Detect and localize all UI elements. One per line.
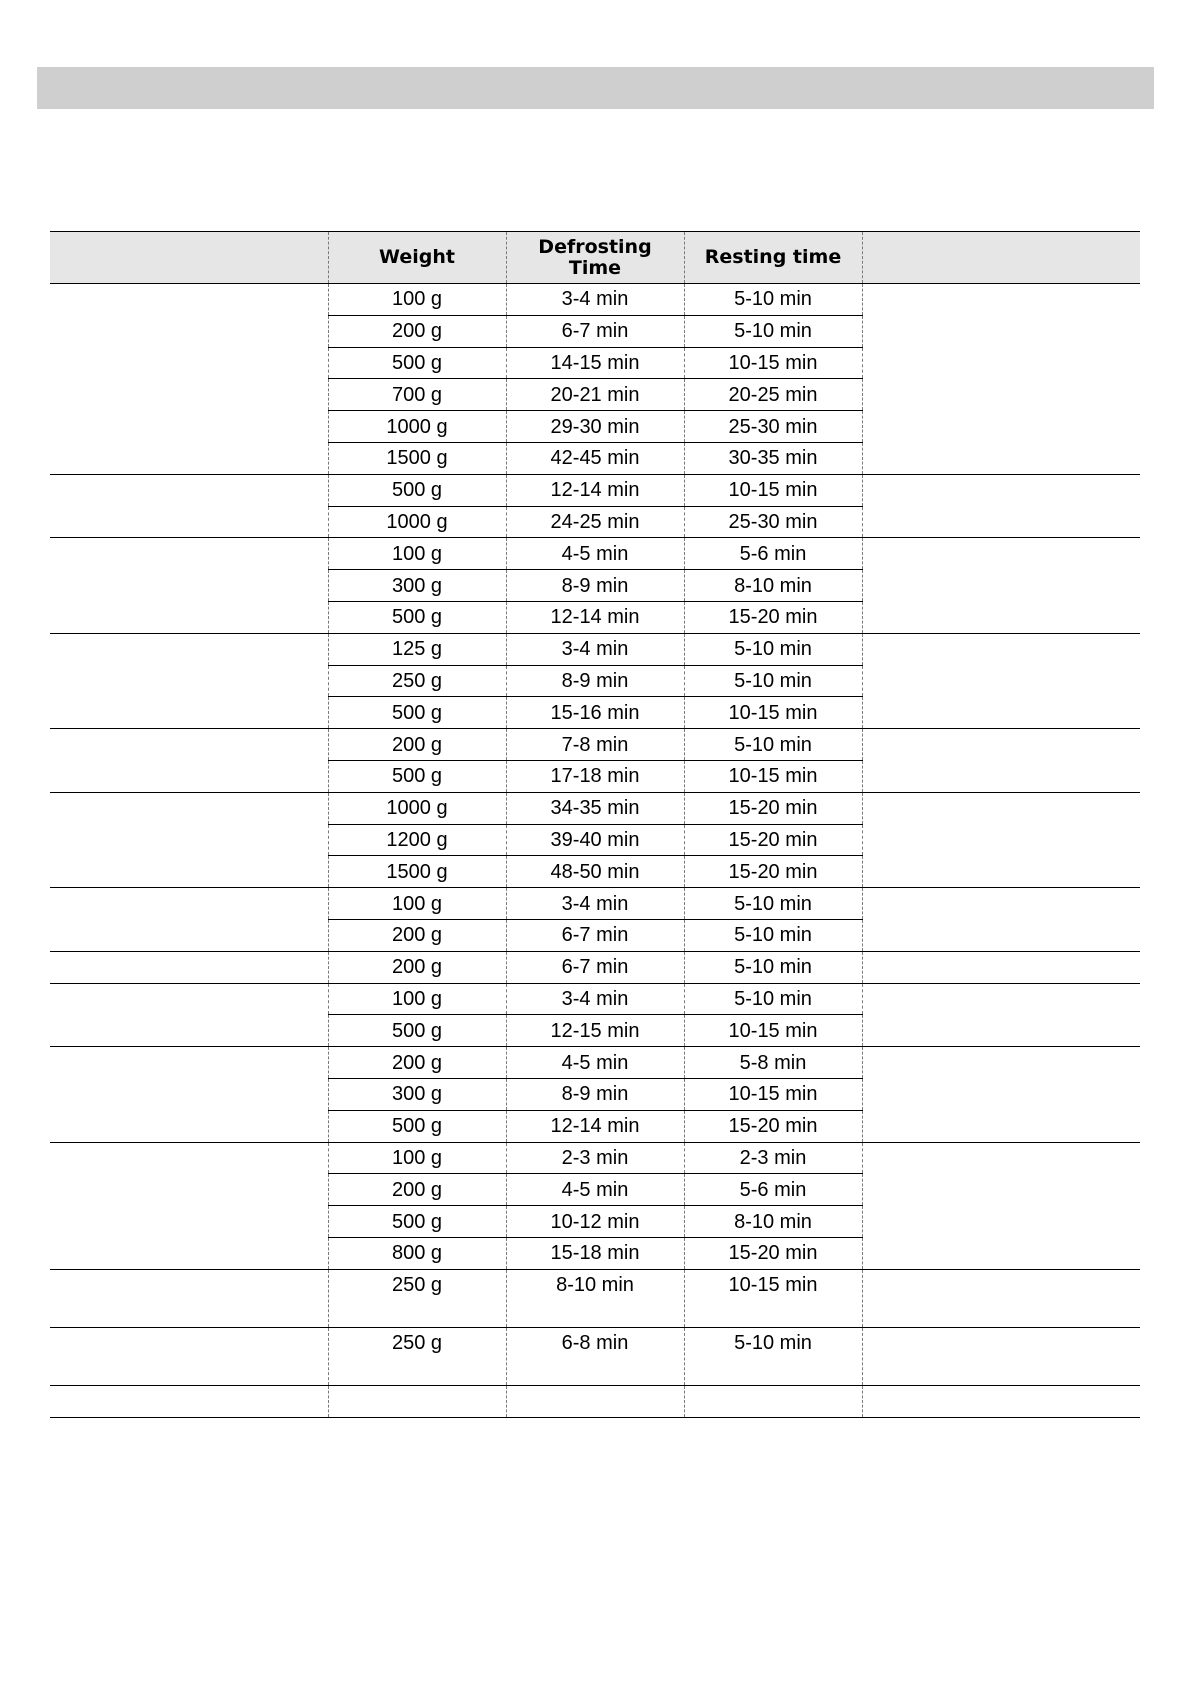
food-cell (50, 1015, 328, 1047)
resting-time-cell: 8-10 min (684, 1206, 862, 1238)
notes-cell (862, 347, 1140, 379)
defrosting-table (50, 231, 1140, 1418)
weight-cell: 200 g (328, 1047, 506, 1079)
notes-cell (862, 856, 1140, 888)
defrost-time-cell: 12-14 min (506, 601, 684, 633)
defrost-time-cell: 2-3 min (506, 1142, 684, 1174)
notes-cell (862, 633, 1140, 665)
food-cell (50, 347, 328, 379)
notes-cell (862, 1078, 1140, 1110)
defrost-time-cell: 8-9 min (506, 665, 684, 697)
food-cell (50, 1078, 328, 1110)
food-cell (50, 729, 328, 761)
table-row (50, 1174, 1140, 1206)
table-row (50, 1078, 1140, 1110)
resting-time-cell: 5-10 min (684, 729, 862, 761)
food-cell (50, 951, 328, 983)
weight-cell: 250 g (328, 665, 506, 697)
defrost-time-cell: 4-5 min (506, 1047, 684, 1079)
food-cell (50, 1047, 328, 1079)
notes-cell (862, 474, 1140, 506)
food-cell (50, 570, 328, 602)
weight-cell: 1000 g (328, 792, 506, 824)
food-cell (50, 1327, 328, 1385)
table-row (50, 315, 1140, 347)
food-cell (50, 983, 328, 1015)
weight-cell: 500 g (328, 1206, 506, 1238)
weight-cell: 200 g (328, 315, 506, 347)
food-cell (50, 1174, 328, 1206)
notes-cell (862, 1327, 1140, 1385)
resting-time-cell: 5-10 min (684, 983, 862, 1015)
food-cell (50, 792, 328, 824)
table-row (50, 951, 1140, 983)
resting-time-cell: 15-20 min (684, 824, 862, 856)
header-resting-time: Resting time (684, 232, 862, 284)
table-row (50, 506, 1140, 538)
table-row (50, 284, 1140, 316)
defrost-time-cell: 20-21 min (506, 379, 684, 411)
weight-cell: 200 g (328, 951, 506, 983)
table-row (50, 411, 1140, 443)
table-row (50, 1237, 1140, 1269)
resting-time-cell: 15-20 min (684, 856, 862, 888)
defrost-time-cell: 34-35 min (506, 792, 684, 824)
table-row (50, 1110, 1140, 1142)
weight-cell: 500 g (328, 474, 506, 506)
defrost-time-cell: 6-7 min (506, 315, 684, 347)
notes-cell (862, 411, 1140, 443)
weight-cell: 1500 g (328, 856, 506, 888)
table-header-row (50, 232, 1140, 284)
table-row (50, 1206, 1140, 1238)
weight-cell: 1500 g (328, 442, 506, 474)
weight-cell: 700 g (328, 379, 506, 411)
food-cell (50, 538, 328, 570)
notes-cell (862, 1237, 1140, 1269)
table-row (50, 665, 1140, 697)
defrost-time-cell: 14-15 min (506, 347, 684, 379)
food-cell (50, 1142, 328, 1174)
section-header-bar (37, 67, 1154, 109)
table-row (50, 538, 1140, 570)
defrost-time-cell: 42-45 min (506, 442, 684, 474)
resting-time-cell: 5-10 min (684, 633, 862, 665)
resting-time-cell: 5-10 min (684, 951, 862, 983)
notes-cell (862, 697, 1140, 729)
resting-time-cell: 5-10 min (684, 284, 862, 316)
table-row (50, 601, 1140, 633)
weight-cell (328, 1385, 506, 1417)
notes-cell (862, 1110, 1140, 1142)
weight-cell: 1200 g (328, 824, 506, 856)
weight-cell: 100 g (328, 1142, 506, 1174)
notes-cell (862, 1174, 1140, 1206)
defrost-time-cell: 3-4 min (506, 284, 684, 316)
notes-cell (862, 1015, 1140, 1047)
notes-cell (862, 824, 1140, 856)
food-cell (50, 824, 328, 856)
table-row (50, 856, 1140, 888)
defrost-time-cell: 15-16 min (506, 697, 684, 729)
weight-cell: 500 g (328, 1110, 506, 1142)
defrost-time-cell: 24-25 min (506, 506, 684, 538)
weight-cell: 100 g (328, 284, 506, 316)
weight-cell: 500 g (328, 760, 506, 792)
resting-time-cell: 30-35 min (684, 442, 862, 474)
defrost-time-cell: 6-7 min (506, 951, 684, 983)
notes-cell (862, 538, 1140, 570)
table-row (50, 697, 1140, 729)
resting-time-cell: 10-15 min (684, 1078, 862, 1110)
defrost-time-cell: 3-4 min (506, 983, 684, 1015)
notes-cell (862, 284, 1140, 316)
header-weight: Weight (328, 232, 506, 284)
food-cell (50, 506, 328, 538)
resting-time-cell: 5-10 min (684, 665, 862, 697)
food-cell (50, 601, 328, 633)
notes-cell (862, 951, 1140, 983)
resting-time-cell: 20-25 min (684, 379, 862, 411)
resting-time-cell: 15-20 min (684, 792, 862, 824)
notes-cell (862, 983, 1140, 1015)
weight-cell: 500 g (328, 601, 506, 633)
table-row (50, 633, 1140, 665)
food-cell (50, 379, 328, 411)
table-row (50, 379, 1140, 411)
resting-time-cell: 5-8 min (684, 1047, 862, 1079)
weight-cell: 1000 g (328, 506, 506, 538)
weight-cell: 250 g (328, 1327, 506, 1385)
notes-cell (862, 1269, 1140, 1327)
resting-time-cell: 5-10 min (684, 888, 862, 920)
food-cell (50, 1237, 328, 1269)
resting-time-cell: 2-3 min (684, 1142, 862, 1174)
table-row (50, 1327, 1140, 1385)
resting-time-cell: 5-6 min (684, 538, 862, 570)
table-row (50, 888, 1140, 920)
resting-time-cell: 10-15 min (684, 474, 862, 506)
food-cell (50, 474, 328, 506)
resting-time-cell: 15-20 min (684, 1237, 862, 1269)
resting-time-cell: 10-15 min (684, 760, 862, 792)
defrost-time-cell: 6-8 min (506, 1327, 684, 1385)
defrost-time-cell: 8-9 min (506, 570, 684, 602)
defrost-time-cell (506, 1385, 684, 1417)
header-food (50, 232, 328, 284)
resting-time-cell: 5-10 min (684, 315, 862, 347)
notes-cell (862, 665, 1140, 697)
weight-cell: 300 g (328, 1078, 506, 1110)
table-row (50, 347, 1140, 379)
resting-time-cell: 10-15 min (684, 347, 862, 379)
resting-time-cell: 25-30 min (684, 506, 862, 538)
notes-cell (862, 1206, 1140, 1238)
defrost-time-cell: 15-18 min (506, 1237, 684, 1269)
header-defrosting-time: Defrosting Time (506, 232, 684, 284)
resting-time-cell: 15-20 min (684, 1110, 862, 1142)
table-row (50, 792, 1140, 824)
resting-time-cell (684, 1385, 862, 1417)
notes-cell (862, 442, 1140, 474)
defrost-time-cell: 12-14 min (506, 1110, 684, 1142)
notes-cell (862, 601, 1140, 633)
food-cell (50, 1110, 328, 1142)
food-cell (50, 315, 328, 347)
table-row (50, 1385, 1140, 1417)
weight-cell: 500 g (328, 1015, 506, 1047)
header-notes (862, 232, 1140, 284)
resting-time-cell: 8-10 min (684, 570, 862, 602)
defrost-time-cell: 12-15 min (506, 1015, 684, 1047)
notes-cell (862, 1142, 1140, 1174)
defrost-time-cell: 29-30 min (506, 411, 684, 443)
defrost-time-cell: 39-40 min (506, 824, 684, 856)
table-row (50, 824, 1140, 856)
weight-cell: 1000 g (328, 411, 506, 443)
notes-cell (862, 1047, 1140, 1079)
food-cell (50, 1385, 328, 1417)
food-cell (50, 633, 328, 665)
resting-time-cell: 5-6 min (684, 1174, 862, 1206)
weight-cell: 250 g (328, 1269, 506, 1327)
resting-time-cell: 15-20 min (684, 601, 862, 633)
weight-cell: 800 g (328, 1237, 506, 1269)
notes-cell (862, 315, 1140, 347)
defrost-time-cell: 8-10 min (506, 1269, 684, 1327)
notes-cell (862, 379, 1140, 411)
weight-cell: 300 g (328, 570, 506, 602)
weight-cell: 200 g (328, 919, 506, 951)
table-row (50, 1269, 1140, 1327)
defrost-time-cell: 4-5 min (506, 1174, 684, 1206)
food-cell (50, 665, 328, 697)
food-cell (50, 1269, 328, 1327)
notes-cell (862, 888, 1140, 920)
defrost-time-cell: 3-4 min (506, 633, 684, 665)
defrost-time-cell: 17-18 min (506, 760, 684, 792)
table-row (50, 442, 1140, 474)
defrost-time-cell: 4-5 min (506, 538, 684, 570)
food-cell (50, 888, 328, 920)
table-row (50, 1047, 1140, 1079)
notes-cell (862, 919, 1140, 951)
resting-time-cell: 10-15 min (684, 697, 862, 729)
weight-cell: 100 g (328, 538, 506, 570)
weight-cell: 100 g (328, 983, 506, 1015)
resting-time-cell: 5-10 min (684, 1327, 862, 1385)
defrost-time-cell: 7-8 min (506, 729, 684, 761)
weight-cell: 125 g (328, 633, 506, 665)
defrost-time-cell: 8-9 min (506, 1078, 684, 1110)
food-cell (50, 442, 328, 474)
table-row (50, 1142, 1140, 1174)
notes-cell (862, 729, 1140, 761)
table-row (50, 760, 1140, 792)
table-row (50, 1015, 1140, 1047)
notes-cell (862, 760, 1140, 792)
food-cell (50, 1206, 328, 1238)
table-row (50, 474, 1140, 506)
table-row (50, 729, 1140, 761)
defrost-time-cell: 48-50 min (506, 856, 684, 888)
food-cell (50, 697, 328, 729)
notes-cell (862, 570, 1140, 602)
resting-time-cell: 5-10 min (684, 919, 862, 951)
food-cell (50, 919, 328, 951)
table-row (50, 919, 1140, 951)
defrost-time-cell: 10-12 min (506, 1206, 684, 1238)
resting-time-cell: 25-30 min (684, 411, 862, 443)
weight-cell: 200 g (328, 1174, 506, 1206)
notes-cell (862, 792, 1140, 824)
food-cell (50, 856, 328, 888)
resting-time-cell: 10-15 min (684, 1269, 862, 1327)
weight-cell: 200 g (328, 729, 506, 761)
weight-cell: 100 g (328, 888, 506, 920)
food-cell (50, 411, 328, 443)
notes-cell (862, 1385, 1140, 1417)
table-row (50, 983, 1140, 1015)
weight-cell: 500 g (328, 697, 506, 729)
defrost-time-cell: 6-7 min (506, 919, 684, 951)
defrost-time-cell: 3-4 min (506, 888, 684, 920)
defrost-time-cell: 12-14 min (506, 474, 684, 506)
food-cell (50, 284, 328, 316)
resting-time-cell: 10-15 min (684, 1015, 862, 1047)
food-cell (50, 760, 328, 792)
weight-cell: 500 g (328, 347, 506, 379)
table-row (50, 570, 1140, 602)
notes-cell (862, 506, 1140, 538)
